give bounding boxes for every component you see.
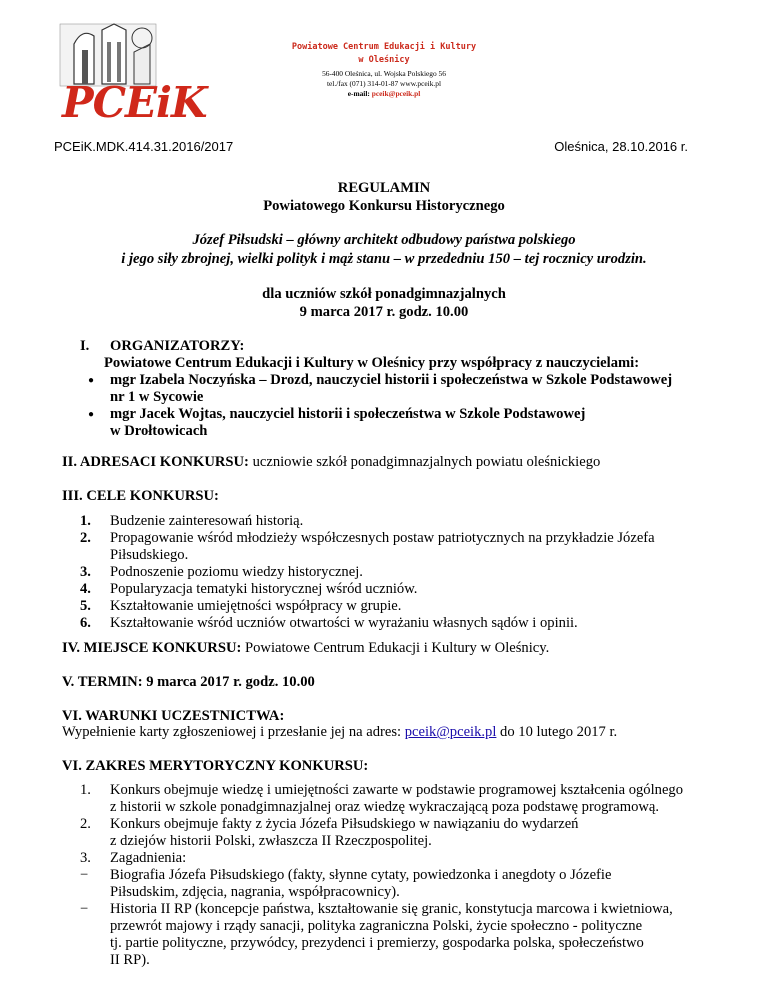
organizer-1-line2: nr 1 w Sycowie [110,389,204,405]
header-phone: tel./fax (071) 314-01-87 www.pceik.pl [326,79,442,88]
header-org-line2: w Oleśnicy [358,55,410,65]
scope-list [80,782,683,969]
section-6-text: Wypełnienie karty zgłoszeniowej i przesłanie jej na adres: pceik@pceik.pl do 10 lutego 2017 r. [62,724,618,740]
document-date: Oleśnica, 28.10.2016 r. [554,139,688,154]
section-6-heading: VI. WARUNKI UCZESTNICTWA: [62,708,285,724]
list-item: 1. Konkurs obejmuje wiedzę i umiejętności zawarte w podstawie programowej kształcenia ogólnego [80,782,684,798]
list-item: II RP). [110,952,150,968]
section-5-heading: V. TERMIN: 9 marca 2017 r. godz. 10.00 [62,674,315,690]
list-item: 3. Zagadnienia: [80,850,187,866]
bullet-icon: ● [88,375,95,386]
list-item: 3. Podnoszenie poziomu wiedzy historycznej. [80,564,363,580]
list-item: przewrót majowy i rządy sanacji, polityka zagraniczna Polski, życie społeczno - polityczne [110,918,643,934]
title-konkurs: Powiatowego Konkursu Historycznego [263,198,505,214]
email-link[interactable]: pceik@pceik.pl [404,724,497,740]
header-email-line [0,89,768,98]
section-4-heading: IV. MIEJSCE KONKURSU: [62,640,242,656]
bullet-icon: ● [88,409,95,420]
date-time-line: 9 marca 2017 r. godz. 10.00 [299,304,469,320]
section-3-heading: III. CELE KONKURSU: [62,488,219,504]
list-item: 5. Kształtowanie umiejętności współpracy w grupie. [80,598,402,614]
list-item: 4. Popularyzacja tematyki historycznej wśród uczniów. [80,581,418,597]
list-item: z dziejów historii Polski, zwłaszcza II Rzeczpospolitej. [110,833,432,849]
section-2 [62,454,600,471]
section-1-intro: Powiatowe Centrum Edukacji i Kultury w Oleśnicy przy współpracy z nauczycielami: [104,355,640,371]
list-item: 6. Kształtowanie wśród uczniów otwartości w wyrażaniu własnych sądów i opinii. [80,615,578,631]
section-7-heading: VI. ZAKRES MERYTORYCZNY KONKURSU: [62,758,369,774]
document-reference: PCEiK.MDK.414.31.2016/2017 [54,139,234,154]
section-4-text: Powiatowe Centrum Edukacji i Kultury w Oleśnicy. [241,640,550,656]
audience-line: dla uczniów szkół ponadgimnazjalnych [262,286,506,302]
subtitle-line2: i jego siły zbrojnej, wielki polityk i mąż stanu – w przededniu 150 – tej rocznicy urodzin. [121,251,647,267]
goals-list [80,513,655,632]
header-org-line1: Powiatowe Centrum Edukacji i Kultury [291,42,477,52]
section-2-text: uczniowie szkół ponadgimnazjalnych powiatu oleśnickiego [248,454,601,470]
list-item: − Biografia Józefa Piłsudskiego (fakty, słynne cytaty, powiedzonka i anegdoty o Józefie [80,867,612,883]
list-item: 1. Budzenie zainteresowań historią. [80,513,304,529]
section-4 [62,640,549,657]
section-1-number: I. [80,338,90,354]
list-item: Piłsudskim, zdjęcia, nagrania, współpracownicy). [110,884,400,900]
organizer-1-line1: mgr Izabela Noczyńska – Drozd, nauczyciel historii i społeczeństwa w Szkole Podstawowej [110,372,673,388]
list-item: 2. Konkurs obejmuje fakty z życia Józefa Piłsudskiego w nawiązaniu do wydarzeń [80,816,579,832]
list-item: − Historia II RP (koncepcje państwa, kształtowanie się granic, konstytucja marcowa i kwietniowa, [80,901,673,917]
section-1-heading: ORGANIZATORZY: [110,338,245,354]
header-address: 56-400 Oleśnica, ul. Wojska Polskiego 56 [322,69,446,78]
header-email-label: e-mail: [347,89,370,98]
list-item: Piłsudskiego. [110,547,189,563]
list-item: tj. partie polityczne, przywódcy, prezydenci i premierzy, gospodarka polska, społeczeństwo [110,935,644,951]
section-2-heading: II. ADRESACI KONKURSU: [62,454,249,470]
list-item: z historii w szkole ponadgimnazjalnej oraz wiedzę wykraczającą poza podstawę programową. [110,799,660,815]
organizer-2-line2: w Drołtowicach [110,423,208,439]
subtitle-line1: Józef Piłsudski – główny architekt odbudowy państwa polskiego [192,232,576,248]
organizer-2-line1: mgr Jacek Wojtas, nauczyciel historii i społeczeństwa w Szkole Podstawowej [110,406,586,422]
list-item: 2. Propagowanie wśród młodzieży współczesnych postaw patriotycznych na przykładzie Józefa [80,530,655,546]
logo-text: PCEiK [62,78,207,127]
header-email[interactable]: pceik@pceik.pl [371,89,421,98]
title-regulamin: REGULAMIN [337,180,431,196]
